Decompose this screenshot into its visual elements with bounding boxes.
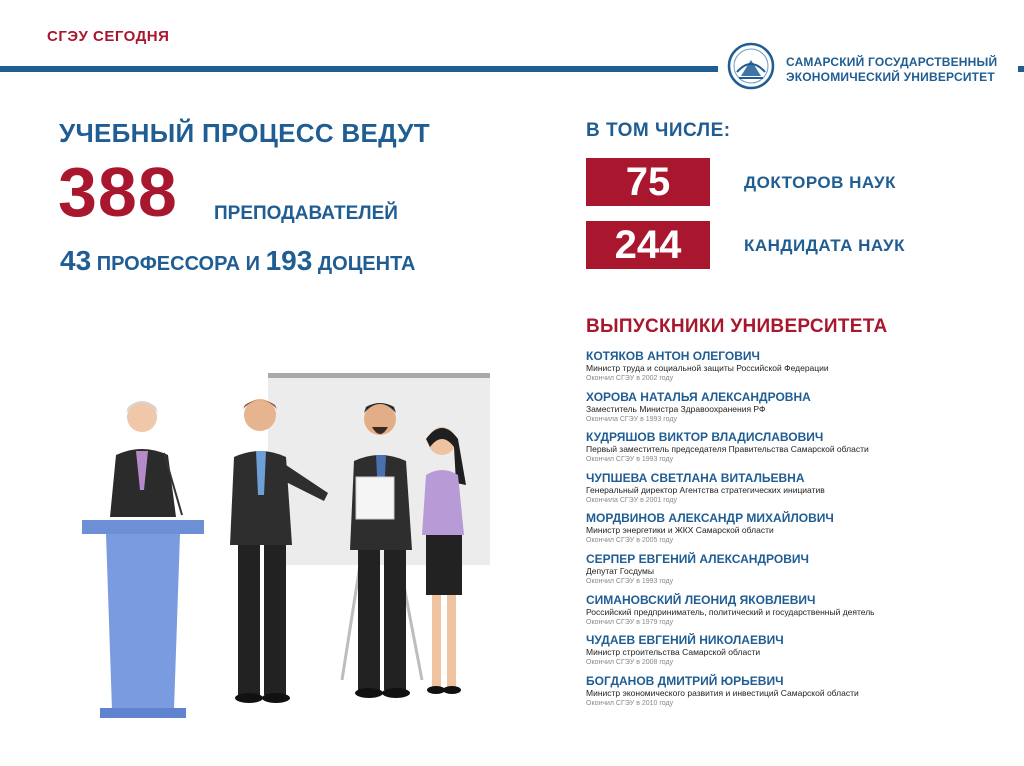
university-name — [786, 55, 997, 85]
graduate-item — [586, 430, 1006, 471]
graduate-year: Окончил СГЭУ в 2010 году — [586, 699, 674, 707]
graduates-title: ВЫПУСКНИКИ УНИВЕРСИТЕТА — [586, 316, 888, 337]
teachers-count: 388 — [58, 153, 178, 231]
graduate-position: Министр экономического развития и инвестиций Самарской области — [586, 687, 859, 698]
professors-count: 43 — [60, 245, 92, 276]
graduate-item — [586, 349, 1006, 390]
graduate-item — [586, 471, 1006, 512]
graduate-year: Окончила СГЭУ в 2001 году — [586, 496, 677, 504]
graduate-position: Депутат Госдумы — [586, 565, 655, 576]
university-name-line1: САМАРСКИЙ ГОСУДАРСТВЕННЫЙ — [786, 55, 998, 69]
professors-line — [60, 245, 416, 277]
graduate-year: Окончил СГЭУ в 2002 году — [586, 375, 674, 382]
teachers-count-label: ПРЕПОДАВАТЕЛЕЙ — [214, 203, 398, 224]
graduate-year: Окончил СГЭУ в 1993 году — [586, 577, 674, 585]
graduate-name: ЧУПШЕВА СВЕТЛАНА ВИТАЛЬЕВНА — [586, 470, 805, 485]
graduate-year: Окончил СГЭУ в 1993 году — [586, 456, 674, 464]
university-name-line2: ЭКОНОМИЧЕСКИЙ УНИВЕРСИТЕТ — [786, 70, 995, 84]
candidates-count-badge: 244 — [586, 221, 710, 269]
graduate-position: Министр труда и социальной защиты Российской Федерации — [586, 363, 829, 373]
docents-count: 193 — [265, 245, 313, 276]
graduate-name: БОГДАНОВ ДМИТРИЙ ЮРЬЕВИЧ — [586, 673, 784, 688]
graduate-name: СЕРПЕР ЕВГЕНИЙ АЛЕКСАНДРОВИЧ — [586, 551, 809, 566]
doctors-count-badge: 75 — [586, 158, 710, 206]
docents-label: ДОЦЕНТА — [317, 253, 416, 275]
graduates-list — [586, 349, 1006, 714]
graduate-name: ХОРОВА НАТАЛЬЯ АЛЕКСАНДРОВНА — [586, 389, 811, 404]
graduate-position: Российский предприниматель, политический и государственный деятель — [586, 606, 875, 617]
graduate-item — [586, 633, 1006, 674]
university-logo-icon — [727, 42, 775, 90]
graduate-name: КУДРЯШОВ ВИКТОР ВЛАДИСЛАВОВИЧ — [586, 430, 824, 445]
candidates-label: КАНДИДАТА НАУК — [744, 236, 905, 255]
professors-label: ПРОФЕССОРА И — [96, 253, 261, 275]
graduate-year: Окончила СГЭУ в 1993 году — [586, 415, 677, 423]
graduate-name: ЧУДАЕВ ЕВГЕНИЙ НИКОЛАЕВИЧ — [586, 633, 784, 648]
graduate-year: Окончил СГЭУ в 2008 году — [586, 659, 674, 667]
graduate-item — [586, 511, 1006, 552]
teaching-title: УЧЕБНЫЙ ПРОЦЕСС ВЕДУТ — [59, 118, 430, 148]
graduate-item — [586, 552, 1006, 593]
graduate-name: СИМАНОВСКИЙ ЛЕОНИД ЯКОВЛЕВИЧ — [586, 592, 816, 607]
graduate-item — [586, 593, 1006, 634]
graduate-position: Генеральный директор Агентства стратегических инициатив — [586, 484, 825, 495]
graduate-item — [586, 674, 1006, 715]
including-title: В ТОМ ЧИСЛЕ: — [586, 120, 731, 141]
graduate-name: МОРДВИНОВ АЛЕКСАНДР МИХАЙЛОВИЧ — [586, 511, 834, 526]
graduate-position: Министр энергетики и ЖКХ Самарской области — [586, 525, 774, 536]
graduate-position: Заместитель Министра Здравоохранения РФ — [586, 403, 766, 414]
doctors-label: ДОКТОРОВ НАУК — [744, 173, 897, 192]
graduate-year: Окончил СГЭУ в 2005 году — [586, 537, 674, 545]
graduate-position: Министр строительства Самарской области — [586, 647, 761, 658]
graduate-name: КОТЯКОВ АНТОН ОЛЕГОВИЧ — [586, 349, 760, 363]
graduate-item — [586, 390, 1006, 431]
graduate-year: Окончил СГЭУ в 1979 году — [586, 618, 674, 626]
people-presentation-illustration — [70, 365, 510, 735]
header-label: СГЭУ СЕГОДНЯ — [47, 28, 170, 45]
graduate-position: Первый заместитель председателя Правительства Самарской области — [586, 444, 869, 455]
